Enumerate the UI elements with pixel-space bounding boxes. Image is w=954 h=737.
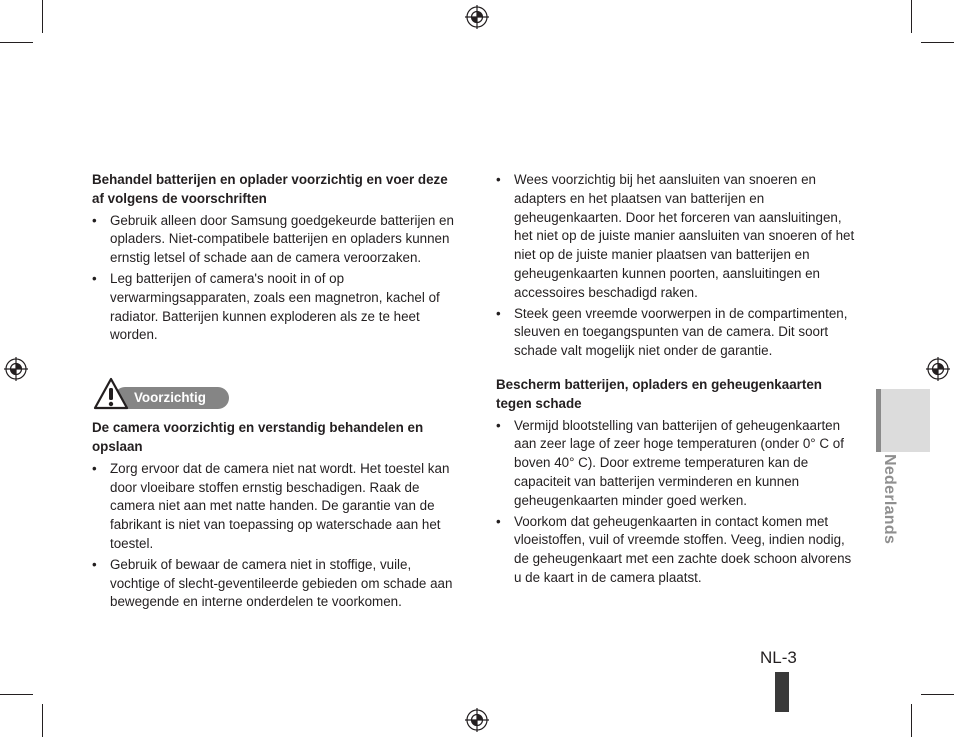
list-item: • Gebruik of bewaar de camera niet in stoffige, vuile, vochtige of slecht-geventileerde gebieden om schade aan bewegende en interne onderdelen te voorkomen. bbox=[92, 556, 462, 612]
crop-mark-bottom-right-h bbox=[921, 694, 954, 695]
crop-mark-top-left-v bbox=[42, 0, 43, 33]
section-heading-protect: Bescherm batterijen, opladers en geheugenkaarten tegen schade bbox=[496, 376, 822, 411]
list-item: • Leg batterijen of camera's nooit in of op verwarmingsapparaten, zoals een magnetron, kachel of radiator. Batterijen kunnen exploderen als ze te heet worden. bbox=[92, 270, 462, 345]
crop-mark-bottom-left-v bbox=[42, 704, 43, 737]
list-item: • Voorkom dat geheugenkaarten in contact komen met vloeistoffen, vuil of vreemde stoffen. Veeg, indien nodig, de geheugenkaart met een zachte doek schoon alvorens u de kaart in de camera plaatst. bbox=[496, 513, 858, 588]
registration-mark-icon bbox=[465, 708, 489, 732]
warning-triangle-icon bbox=[92, 376, 130, 412]
bullet-list-protect bbox=[496, 417, 858, 588]
page-number: NL-3 bbox=[760, 648, 797, 667]
language-label: Nederlands bbox=[881, 454, 898, 545]
registration-mark-icon bbox=[926, 357, 950, 381]
crop-mark-bottom-right-v bbox=[911, 704, 912, 737]
list-item: • Vermijd blootstelling van batterijen of geheugenkaarten aan zeer lage of zeer hoge temperaturen (onder 0° C of boven 40° C). Door extreme temperaturen kan de capaciteit van batterijen verminderen en kunnen geheugenkaarten minder goed werken. bbox=[496, 417, 858, 511]
caution-label bbox=[92, 376, 462, 412]
right-column bbox=[496, 171, 858, 590]
crop-mark-top-left-h bbox=[0, 42, 33, 43]
list-item: • Steek geen vreemde voorwerpen in de compartimenten, sleuven en toegangspunten van de camera. Dit soort schade valt mogelijk niet onder de garantie. bbox=[496, 305, 858, 361]
crop-mark-top-right-h bbox=[921, 42, 954, 43]
language-tab bbox=[876, 389, 930, 452]
page-marker-bar bbox=[775, 672, 789, 712]
caution-text: Voorzichtig bbox=[134, 390, 206, 406]
registration-mark-icon bbox=[465, 5, 489, 29]
list-item: • Wees voorzichtig bij het aansluiten van snoeren en adapters en het plaatsen van batterijen en geheugenkaarten. Door het forceren van aansluitingen, het niet op de juiste manier aansluiten van snoeren of het niet op de juiste manier plaatsen van batterijen en geheugenkaarten kunnen poorten, aansluitingen en accessoires beschadigd raken. bbox=[496, 171, 858, 303]
crop-mark-top-right-v bbox=[911, 0, 912, 33]
spacer bbox=[496, 363, 858, 376]
bullet-list-camera-care bbox=[92, 460, 462, 612]
list-item: • Zorg ervoor dat de camera niet nat wordt. Het toestel kan door vloeibare stoffen ernstig beschadigen. Raak de camera niet aan met natte handen. De garantie van de fabrikant is niet van toepassing op waterschade aan het toestel. bbox=[92, 460, 462, 554]
registration-mark-icon bbox=[4, 357, 28, 381]
left-column bbox=[92, 171, 462, 614]
bullet-list-connections bbox=[496, 171, 858, 361]
crop-mark-bottom-left-h bbox=[0, 694, 33, 695]
list-item: • Gebruik alleen door Samsung goedgekeurde batterijen en opladers. Niet-compatibele batterijen en opladers kunnen ernstig letsel of schade aan de camera veroorzaken. bbox=[92, 212, 462, 268]
section-heading-camera-care: De camera voorzichtig en verstandig behandelen en opslaan bbox=[92, 420, 424, 454]
caution-pill bbox=[114, 387, 229, 409]
bullet-list-batteries bbox=[92, 212, 462, 346]
section-heading-batteries: Behandel batterijen en oplader voorzichtig en voer deze af volgens de voorschriften bbox=[92, 172, 448, 206]
language-tab-bar bbox=[876, 389, 881, 452]
